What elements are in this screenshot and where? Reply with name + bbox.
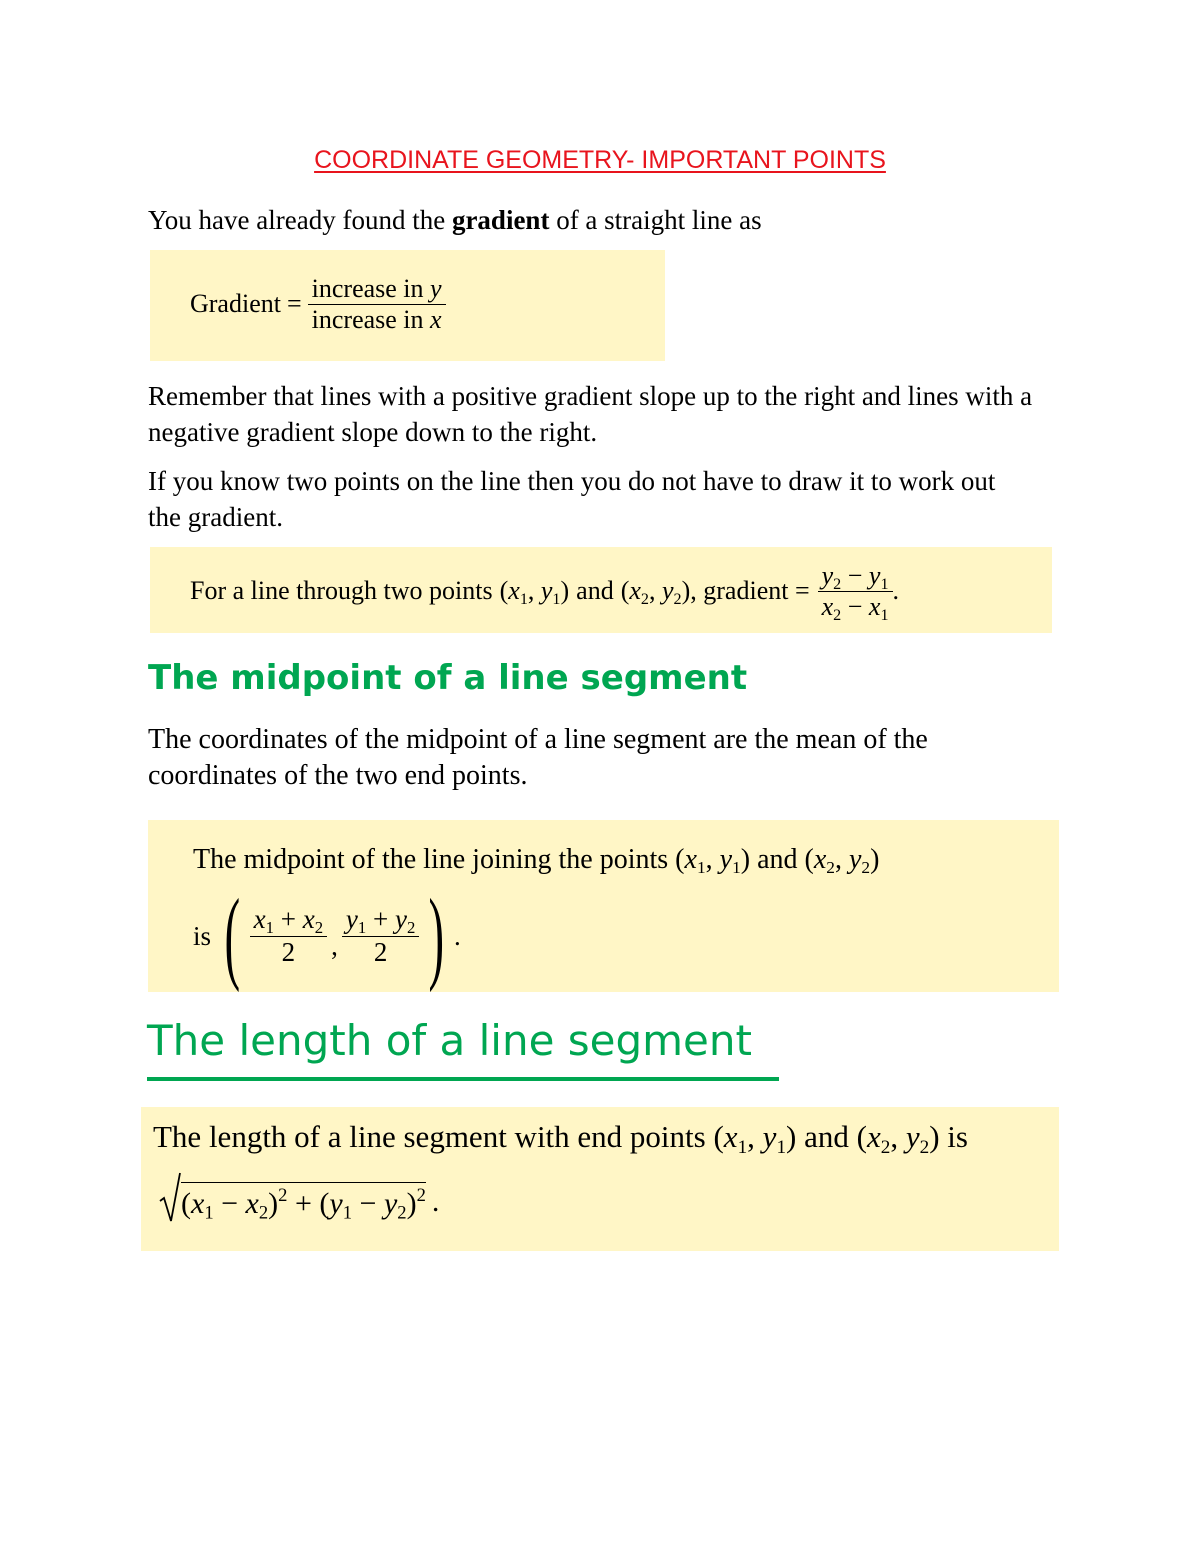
midpoint-and: and [757,844,798,875]
gradient-numerator [308,274,446,305]
intro-paragraph [148,202,1048,238]
midpoint-formula-box [148,820,1059,992]
denominator-text: increase in [311,304,431,334]
gradient-equals-label: , gradient = [690,576,810,606]
two-point-and: and [576,576,614,606]
midpoint-comma: , [331,931,338,961]
intro-after: of a straight line as [549,205,762,235]
midpoint-is: is [193,920,212,951]
midpoint-y-denominator: 2 [373,936,388,967]
page-title: COORDINATE GEOMETRY- IMPORTANT POINTS [314,146,886,174]
numerator-var: y [430,274,442,303]
mid-point-one: ($x_1$, $y_1$) [675,844,751,878]
length-and: and [804,1119,849,1154]
gradient-formula [190,274,446,335]
gradient-label: Gradient [190,289,281,319]
remember-paragraph: Remember that lines with a positive gradient slope up to the right and lines with a negative gradient slope down to the right. [148,381,1033,447]
point-two: ($x_2$, $y_2$) [620,576,691,609]
mid-point-two: ($x_2$, $y_2$) [804,844,880,878]
midpoint-line1 [193,844,879,876]
right-paren: ) [428,878,445,993]
length-line1-text: The length of a line segment with end points [153,1119,706,1154]
midpoint-line1-text: The midpoint of the line joining the points [193,844,669,875]
length-period: . [431,1185,440,1218]
midpoint-x-denominator: 2 [281,936,296,967]
two-point-fraction [818,561,893,622]
midpoint-x-numerator: $x_1 + x_2$ [250,904,327,936]
gradient-equals: = [286,289,302,319]
two-point-text: For a line through two points [190,576,493,606]
radicand: $(x_1 - x_2)^2 + (y_1 - y_2)^2$ [181,1182,426,1221]
length-heading-underline [147,1077,779,1081]
midpoint-y-numerator: $y_1 + y_2$ [342,904,419,936]
left-paren: ( [224,878,241,993]
denominator-var: x [430,304,442,334]
length-point-one: ($x_1$, $y_1$) [713,1119,797,1158]
intro-before: You have already found the [148,205,452,235]
gradient-denominator [308,305,446,335]
two-points-paragraph: If you know two points on the line then you do not have to draw it to work out the gradient. [148,466,996,532]
length-point-two: ($x_2$, $y_2$) [856,1119,940,1158]
midpoint-x-fraction [250,904,327,967]
length-formula [159,1171,439,1223]
two-point-denominator: $x_2 - x_1$ [821,591,889,624]
midpoint-heading: The midpoint of a line segment [148,658,748,698]
midpoint-period: . [453,920,461,951]
two-point-numerator: $y_2 - y_1$ [818,561,893,592]
square-root-icon [159,1171,181,1223]
two-point-formula [190,561,899,622]
gradient-formula-box [150,250,665,361]
two-point-period: . [892,576,900,606]
length-is: is [947,1119,968,1154]
numerator-text: increase in [311,274,431,303]
midpoint-line2 [193,878,461,993]
midpoint-paragraph: The coordinates of the midpoint of a line segment are the mean of the coordinates of the two end points. [148,724,928,791]
point-one: ($x_1$, $y_1$) [499,576,570,609]
midpoint-y-fraction [342,904,419,967]
gradient-fraction [308,274,446,335]
length-line1 [153,1119,968,1158]
intro-bold: gradient [451,205,550,235]
two-point-gradient-box [150,547,1052,633]
length-heading: The length of a line segment [147,1016,752,1065]
length-formula-box [141,1107,1059,1251]
